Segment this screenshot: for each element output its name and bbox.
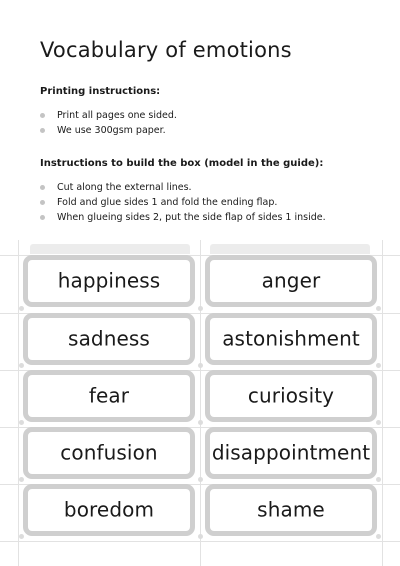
fold-marker-icon	[19, 306, 24, 311]
card-word: shame	[257, 497, 325, 522]
fold-marker-icon	[376, 306, 381, 311]
list-item-text: We use 300gsm paper.	[57, 125, 166, 136]
bullet-icon	[40, 215, 45, 220]
box-flap	[210, 244, 370, 254]
list-item-text: Print all pages one sided.	[57, 110, 177, 121]
cut-guide-line	[18, 240, 19, 566]
fold-marker-icon	[19, 363, 24, 368]
word-card	[23, 484, 195, 536]
bullet-icon	[40, 113, 45, 118]
list-item-text: Cut along the external lines.	[57, 182, 192, 193]
card-word: happiness	[57, 268, 161, 293]
cut-guide-line	[200, 240, 201, 566]
word-card	[205, 313, 377, 365]
word-card	[23, 255, 195, 307]
card-sheet	[0, 240, 400, 566]
fold-marker-icon	[376, 534, 381, 539]
bullet-icon	[40, 128, 45, 133]
word-card	[23, 427, 195, 479]
card-word: disappointment	[211, 440, 371, 465]
fold-marker-icon	[19, 477, 24, 482]
fold-marker-icon	[198, 477, 203, 482]
fold-marker-icon	[376, 420, 381, 425]
fold-marker-icon	[19, 534, 24, 539]
card-word: confusion	[60, 440, 158, 465]
word-card	[205, 255, 377, 307]
build-instructions-heading: Instructions to build the box (model in the guide):	[40, 158, 324, 169]
fold-marker-icon	[198, 420, 203, 425]
cut-guide-line	[382, 240, 383, 566]
word-card	[23, 370, 195, 422]
fold-marker-icon	[198, 534, 203, 539]
list-item	[40, 123, 177, 138]
list-item-text: When glueing sides 2, put the side flap of sides 1 inside.	[57, 212, 326, 223]
fold-marker-icon	[198, 363, 203, 368]
list-item	[40, 195, 326, 210]
printing-instructions-heading: Printing instructions:	[40, 86, 161, 97]
list-item	[40, 108, 177, 123]
bullet-icon	[40, 185, 45, 190]
fold-marker-icon	[376, 363, 381, 368]
card-word: boredom	[63, 497, 155, 522]
word-card	[205, 427, 377, 479]
list-item-text: Fold and glue sides 1 and fold the ending flap.	[57, 197, 278, 208]
box-flap	[30, 244, 190, 254]
word-card	[205, 484, 377, 536]
fold-marker-icon	[376, 477, 381, 482]
card-word: sadness	[68, 326, 150, 351]
build-instructions-list	[40, 180, 326, 225]
card-word: curiosity	[247, 383, 335, 408]
printing-instructions-list	[40, 108, 177, 138]
word-card	[205, 370, 377, 422]
list-item	[40, 180, 326, 195]
card-word: anger	[261, 268, 321, 293]
fold-marker-icon	[198, 306, 203, 311]
card-word: fear	[88, 383, 130, 408]
list-item	[40, 210, 326, 225]
page-title: Vocabulary of emotions	[40, 38, 292, 62]
bullet-icon	[40, 200, 45, 205]
card-word: astonishment	[222, 326, 360, 351]
fold-marker-icon	[19, 420, 24, 425]
word-card	[23, 313, 195, 365]
